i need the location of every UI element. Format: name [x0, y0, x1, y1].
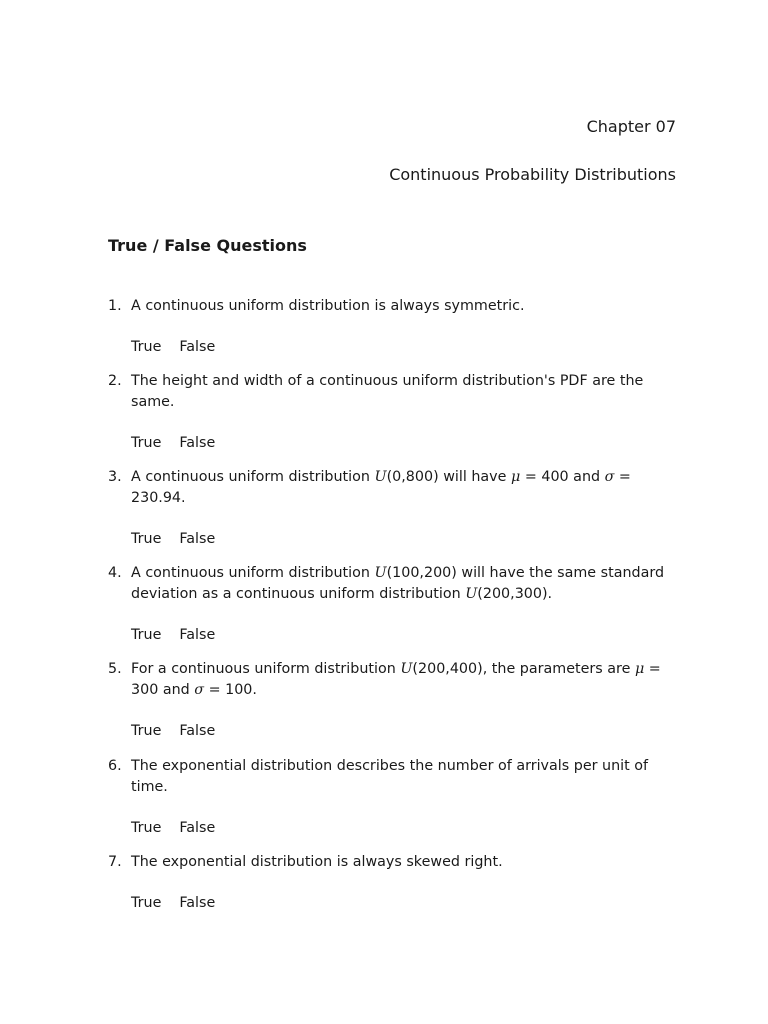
- question-4: [108, 563, 678, 646]
- text-run: The height and width of a continuous uniform distribution's PDF are the same.: [131, 373, 644, 410]
- section-heading: True / False Questions: [108, 236, 307, 255]
- text-run: = 100.: [204, 682, 257, 698]
- false-option[interactable]: False: [179, 723, 216, 739]
- text-run: A continuous uniform distribution: [131, 469, 375, 485]
- chapter-title: Continuous Probability Distributions: [389, 165, 676, 184]
- question-number: 6.: [108, 758, 122, 774]
- text-run: = 400 and: [520, 469, 605, 485]
- text-run: A continuous uniform distribution is always symmetric.: [131, 298, 525, 314]
- math-symbol: μ: [510, 469, 521, 485]
- answer-choices: [131, 625, 678, 646]
- question-3: [108, 467, 678, 550]
- math-symbol: U: [374, 469, 387, 485]
- question-6: [108, 756, 678, 839]
- true-option[interactable]: True: [131, 531, 162, 547]
- question-text: [131, 371, 678, 413]
- question-text: [131, 659, 678, 701]
- question-text: [131, 852, 678, 873]
- math-symbol: σ: [194, 682, 205, 698]
- question-text: [131, 296, 678, 317]
- text-run: The exponential distribution describes the number of arrivals per unit of time.: [131, 758, 649, 795]
- true-option[interactable]: True: [131, 820, 162, 836]
- false-option[interactable]: False: [179, 627, 216, 643]
- true-option[interactable]: True: [131, 895, 162, 911]
- text-run: For a continuous uniform distribution: [131, 661, 401, 677]
- question-text: [131, 563, 678, 605]
- false-option[interactable]: False: [179, 531, 216, 547]
- question-number: 4.: [108, 565, 122, 581]
- true-option[interactable]: True: [131, 627, 162, 643]
- math-symbol: U: [400, 661, 413, 677]
- answer-choices: [131, 721, 678, 742]
- answer-choices: [131, 529, 678, 550]
- false-option[interactable]: False: [179, 435, 216, 451]
- chapter-label: Chapter 07: [586, 117, 676, 136]
- question-number: 2.: [108, 373, 122, 389]
- text-run: A continuous uniform distribution: [131, 565, 375, 581]
- text-run: = 230.94.: [131, 469, 631, 506]
- question-number: 1.: [108, 298, 122, 314]
- question-number: 7.: [108, 854, 122, 870]
- text-run: The exponential distribution is always skewed right.: [131, 854, 503, 870]
- question-text: [131, 467, 678, 509]
- answer-choices: [131, 893, 678, 914]
- true-option[interactable]: True: [131, 339, 162, 355]
- text-run: (200,300).: [477, 586, 553, 602]
- false-option[interactable]: False: [179, 820, 216, 836]
- question-number: 5.: [108, 661, 122, 677]
- text-run: (100,200) will have the same standard deviation as a continuous uniform distribution: [131, 565, 665, 602]
- math-symbol: U: [374, 565, 387, 581]
- text-run: (200,400), the parameters are: [412, 661, 635, 677]
- answer-choices: [131, 818, 678, 839]
- question-1: [108, 296, 678, 358]
- true-option[interactable]: True: [131, 723, 162, 739]
- math-symbol: σ: [604, 469, 615, 485]
- true-option[interactable]: True: [131, 435, 162, 451]
- question-text: [131, 756, 678, 798]
- math-symbol: μ: [634, 661, 645, 677]
- answer-choices: [131, 433, 678, 454]
- false-option[interactable]: False: [179, 895, 216, 911]
- false-option[interactable]: False: [179, 339, 216, 355]
- question-2: [108, 371, 678, 454]
- text-run: (0,800) will have: [386, 469, 511, 485]
- question-5: [108, 659, 678, 742]
- math-symbol: U: [465, 586, 478, 602]
- answer-choices: [131, 337, 678, 358]
- question-7: [108, 852, 678, 914]
- question-number: 3.: [108, 469, 122, 485]
- text-run: = 300 and: [131, 661, 661, 698]
